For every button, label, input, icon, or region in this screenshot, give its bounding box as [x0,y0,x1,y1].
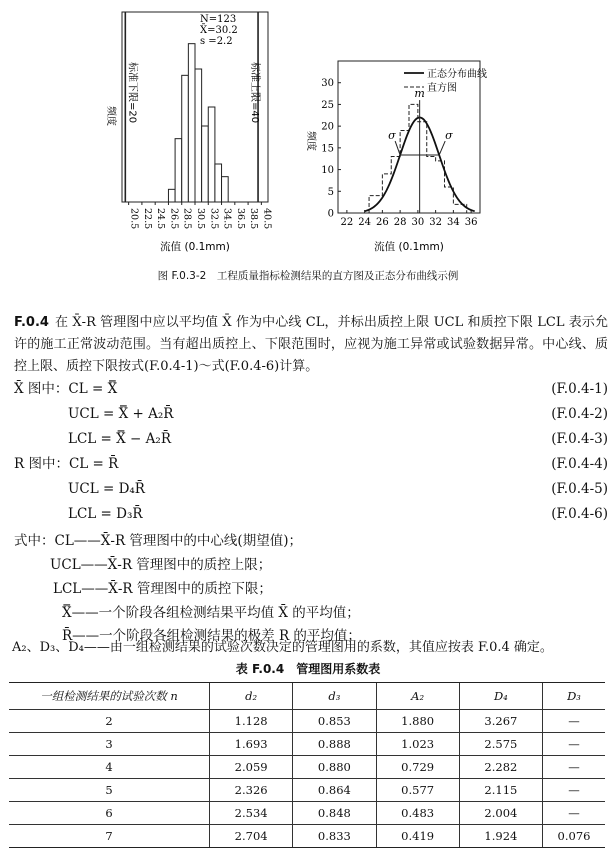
cell: — [543,802,606,825]
histogram-bar [182,75,189,202]
formula-6 [14,503,608,525]
y-tick-label: 25 [321,99,334,111]
formula-text: UCL = X̿ + A₂R̄ [68,406,174,422]
cell: 0.848 [293,802,376,825]
cell: 0.419 [376,825,459,848]
histogram-bar [195,69,202,202]
cell: — [543,710,606,733]
table-header-row [9,683,605,710]
lower-limit-label: 标准下限=20 [126,62,138,124]
histogram-bar [175,139,182,202]
x-tick-label: 22.5 [141,208,153,230]
formula-2 [14,403,608,425]
x-tick-label: 36 [464,217,478,228]
formula-4 [14,453,608,475]
cell: 2.704 [210,825,293,848]
histogram-svg [100,6,290,256]
cell: 2.115 [459,779,542,802]
table-title: 表 F.0.4 管理图用系数表 [235,662,381,676]
x-tick-label: 30 [411,217,425,228]
legend-step-label: 直方图 [427,83,457,94]
histogram-chart [100,6,290,256]
cell: 4 [9,756,210,779]
y-axis-label: 频度 [305,131,316,151]
sigma-annotation: σ [445,129,453,143]
cell: 0.853 [293,710,376,733]
header-d2: d₂ [210,683,293,710]
formula-number: (F.0.4-3) [551,431,608,447]
x-tick-label: 28 [393,217,407,228]
x-tick-label: 22 [340,217,354,228]
header-d4: D₄ [459,683,542,710]
sigma-pointer [395,141,400,155]
table-row [9,802,605,825]
cell: 3 [9,733,210,756]
cell: 2.326 [210,779,293,802]
legend-line-lcl: LCL——X̄-R 管理图中的质控下限； [53,581,272,597]
header-n: 一组检测结果的试验次数 n [9,683,210,710]
table-row [9,825,605,848]
histogram-bar [222,177,229,202]
cell: 1.880 [376,710,459,733]
paragraph-text: 在 X̄-R 管理图中应以平均值 X̄ 作为中心线 CL，并标出质控上限 UCL 和质控下限 LCL 表示允许的施工正常波动范围。当有超出质控上、下限范围时，应视为施工异常或试验数据异常。中心线、质控上限、质控下限按式(F.0.4-1)～式(F.0.4-6)计算。 [14,315,608,374]
header-d3: d₃ [293,683,376,710]
formula-number: (F.0.4-4) [551,456,608,472]
cell: 6 [9,802,210,825]
table-row [9,779,605,802]
table-row [9,756,605,779]
coefficient-table [9,682,605,848]
y-axis-label: 频度 [105,106,116,126]
legend-line-cl: 式中：CL——X̄-R 管理图中的中心线(期望值)； [14,533,302,549]
histogram-bar [202,126,209,202]
x-tick-label: 32 [429,217,442,228]
histogram-bar [168,189,175,202]
x-tick-label: 34.5 [221,208,233,230]
cell: — [543,779,606,802]
x-tick-label: 26.5 [168,208,180,230]
cell: 2.282 [459,756,542,779]
histogram-bar [208,107,215,202]
cell: 0.483 [376,802,459,825]
cell: 2.004 [459,802,542,825]
cell: 7 [9,825,210,848]
normal-curve-chart [298,6,528,256]
cell: 0.864 [293,779,376,802]
formula-5 [14,478,608,500]
cell: — [543,733,606,756]
paragraph-label: F.0.4 [14,315,49,330]
cell: 0.076 [543,825,606,848]
stats-label: s =2.2 [200,36,233,47]
x-tick-label: 38.5 [248,208,260,230]
table-row [9,733,605,756]
cell: 0.880 [293,756,376,779]
cell: 2.575 [459,733,542,756]
x-tick-label: 26 [376,217,389,228]
formula-number: (F.0.4-5) [551,481,608,497]
cell: 2 [9,710,210,733]
formula-number: (F.0.4-2) [551,406,608,422]
table-row [9,710,605,733]
legend-line-xbarbar: X̿——一个阶段各组检测结果平均值 X̄ 的平均值； [62,605,360,621]
formula-number: (F.0.4-1) [551,381,608,397]
formula-text: UCL = D₄R̄ [68,481,145,497]
x-tick-label: 24.5 [155,208,167,230]
y-tick-label: 30 [321,78,334,90]
figure-caption: 图 F.0.3-2 工程质量指标检测结果的直方图及正态分布曲线示例 [157,270,459,282]
cell: 2.059 [210,756,293,779]
y-tick-label: 10 [321,165,334,177]
x-axis-label: 流值 (0.1mm) [160,241,230,253]
y-tick-label: 5 [327,186,334,198]
formula-text: R 图中：CL = R̄ [14,456,119,472]
legend-line-coefficients: A₂、D₃、D₄——由一组检测结果的试验次数决定的管理图用的系数，其值应按表 F.0.4 确定。 [12,640,553,655]
header-a2: A₂ [376,683,459,710]
formula-3 [14,428,608,450]
formula-text: LCL = X̿ − A₂R̄ [68,431,171,447]
cell: 2.534 [210,802,293,825]
cell: 1.693 [210,733,293,756]
plot-frame [338,61,480,213]
formula-text: LCL = D₃R̄ [68,506,143,522]
sigma-annotation: σ [388,129,396,143]
y-tick-label: 15 [321,143,334,155]
cell: — [543,756,606,779]
x-tick-label: 30.5 [195,208,206,230]
paragraph-f04 [14,312,608,378]
cell: 1.924 [459,825,542,848]
cell: 1.128 [210,710,293,733]
cell: 5 [9,779,210,802]
histogram-bar [188,44,195,202]
formula-1 [14,378,608,400]
stats-label: X̄=30.2 [200,25,238,36]
x-tick-label: 32.5 [208,208,220,230]
x-tick-label: 28.5 [181,208,193,230]
cell: 3.267 [459,710,542,733]
y-tick-label: 20 [321,121,334,133]
histogram-bar [215,164,222,202]
cell: 0.729 [376,756,459,779]
header-d3-cap: D₃ [543,683,606,710]
sigma-pointer [439,141,445,155]
x-tick-label: 36.5 [234,208,246,230]
legend-line-ucl: UCL——X̄-R 管理图中的质控上限； [50,557,272,573]
upper-limit-label: 标准上限=40 [249,62,261,124]
x-tick-label: 34 [447,217,460,228]
x-axis-label: 流值 (0.1mm) [374,241,444,253]
cell: 1.023 [376,733,459,756]
mean-annotation: m [414,87,425,101]
stats-label: N=123 [200,14,237,25]
x-tick-label: 24 [358,217,371,228]
y-tick-label: 0 [327,208,334,220]
cell: 0.888 [293,733,376,756]
formula-text: X̄ 图中：CL = X̿ [14,381,118,397]
legend-line-rbar: R̄——一个阶段各组检测结果的极差 R 的平均值； [62,628,361,644]
normal-curve-svg [298,6,528,256]
legend-curve-label: 正态分布曲线 [427,69,487,80]
cell: 0.577 [376,779,459,802]
x-tick-label: 40.5 [261,208,273,230]
cell: 0.833 [293,825,376,848]
formula-number: (F.0.4-6) [551,506,608,522]
x-tick-label: 20.5 [128,208,140,230]
